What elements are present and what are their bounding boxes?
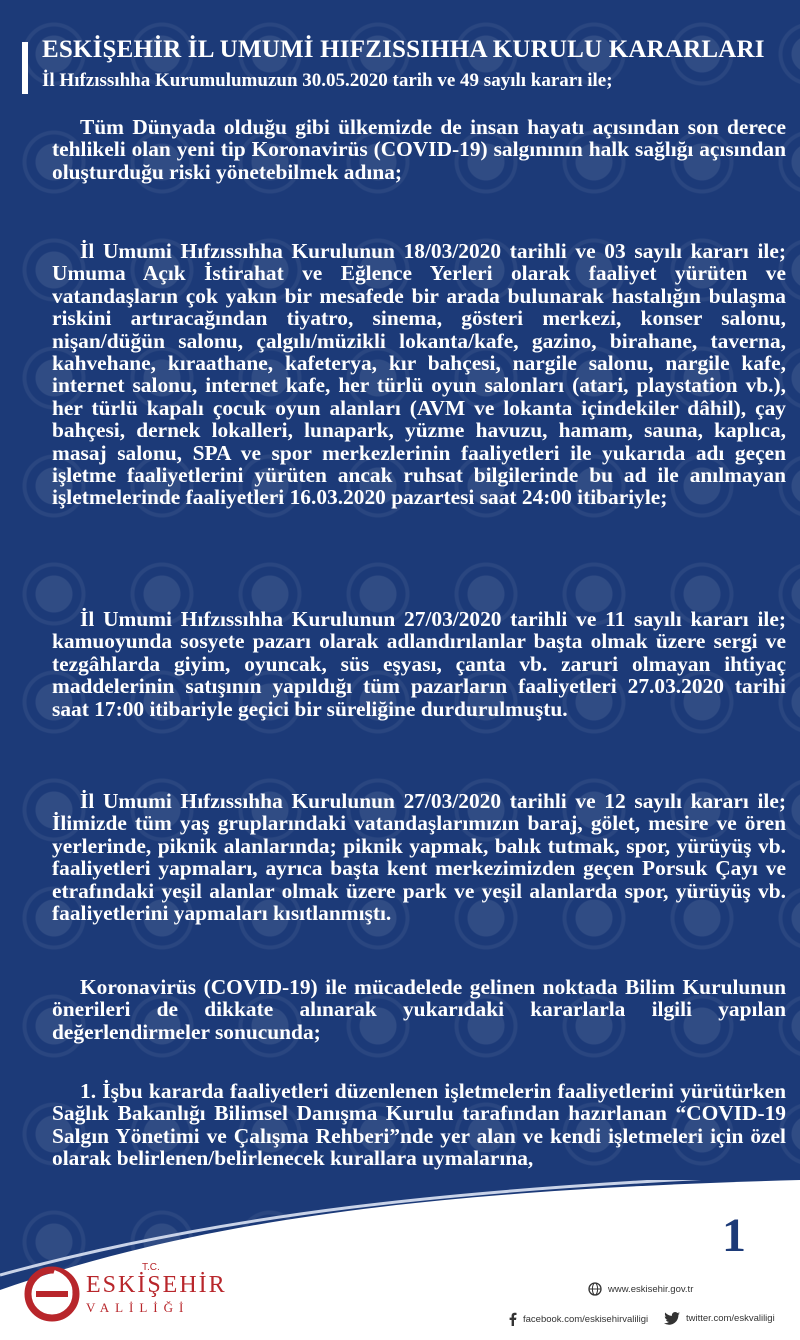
facebook-icon — [508, 1312, 517, 1326]
logo-office: VALİLİĞİ — [86, 1300, 190, 1315]
facebook-text: facebook.com/eskisehirvaliligi — [523, 1313, 649, 1325]
page-number: 1 — [722, 1209, 746, 1262]
twitter-link[interactable] — [664, 1312, 775, 1325]
twitter-icon — [664, 1312, 680, 1325]
page-subtitle: İl Hıfzıssıhha Kurumulumuzun 30.05.2020 tarih ve 49 sayılı kararı ile; — [42, 70, 613, 91]
paragraph-decision-03: İl Umumi Hıfzıssıhha Kurulunun 18/03/2020 tarihli ve 03 sayılı kararı ile; Umuma Açık İstirahat ve Eğlence Yerleri olarak faaliyet yürüten ve vatandaşların çok yakın bir mesafede bir arada bulunarak hastalığın bulaşma riskini artıracağından tiyatro, sinema, gösteri merkezi, konser salonu, nişan/düğün salonu, çalgılı/müzikli lokanta/kafe, gazino, birahane, taverna, kahvehane, kıraathane, kafeterya, kır bahçesi, nargile salonu, nargile kafe, internet salonu, internet kafe, her türlü oyun salonları (atari, playstation vb.), her türlü kapalı çocuk oyun alanları (AVM ve lokanta içindekiler dâhil), çay bahçesi, dernek lokalleri, lunapark, yüzme havuzu, hamam, sauna, kaplıca, masaj salonu, SPA ve spor merkezlerinin faaliyetleri ile yukarıda adı geçen işletme faaliyetlerini yürüten ancak ruhsat bilgilerinde bu ad ile anılmayan işletmelerinde faaliyetleri 16.03.2020 pazartesi saat 24:00 itibariyle; — [52, 239, 786, 510]
twitter-text: twitter.com/eskvaliligi — [686, 1313, 775, 1324]
globe-icon — [588, 1282, 602, 1296]
page-title: ESKİŞEHİR İL UMUMİ HIFZISSIHHA KURULU KARARLARI — [42, 36, 765, 63]
logo-city: ESKİŞEHİR — [86, 1272, 227, 1298]
paragraph-evaluation: Koronavirüs (COVID-19) ile mücadelede gelinen noktada Bilim Kurulunun önerileri de dikkate alınarak yukarıdaki kararlarla ilgili yapılan değerlendirmeler sonucunda; — [52, 975, 786, 1044]
paragraph-intro: Tüm Dünyada olduğu gibi ülkemizde de insan hayatı açısından son derece tehlikeli olan yeni tip Koronavirüs (COVID-19) salgınının halk sağlığı açısından oluşturduğu riski yönetebilmek adına; — [52, 115, 786, 184]
website-link[interactable] — [588, 1282, 693, 1296]
facebook-link[interactable] — [508, 1312, 648, 1326]
website-text: www.eskisehir.gov.tr — [608, 1283, 694, 1295]
governorship-logo — [24, 1262, 227, 1326]
paragraph-item-1: 1. İşbu kararda faaliyetleri düzenlenen işletmelerin faaliyetlerini yürütürken Sağlık Bakanlığı Bilimsel Danışma Kurulu tarafından hazırlanan “COVID-19 Salgın Yönetimi ve Çalışma Rehberi”nde yer alan ve kendi işletmeleri için özel olarak belirlenen/belirlenecek kurallara uymalarına, — [52, 1079, 786, 1171]
header-accent-bar — [22, 42, 28, 94]
paragraph-decision-12: İl Umumi Hıfzıssıhha Kurulunun 27/03/2020 tarihli ve 12 sayılı kararı ile; İlimizde tüm yaş gruplarındaki vatandaşlarımızın baraj, gölet, mesire ve ören yerlerinde, piknik alanlarında; piknik yapmak, balık tutmak, spor, yürüyüş vb. faaliyetleri yapmaları, ayrıca başta kent merkezimizden geçen Porsuk Çayı ve etrafındaki yeşil alanlar olmak üzere park ve yeşil alanlarda spor, yürüyüş vb. faaliyetlerini yapmaları kısıtlanmıştı. — [52, 789, 786, 926]
logo-tc: T.C. — [142, 1262, 160, 1273]
paragraph-decision-11: İl Umumi Hıfzıssıhha Kurulunun 27/03/2020 tarihli ve 11 sayılı kararı ile; kamuoyunda sosyete pazarı olarak adlandırılanlar başta olmak üzere sergi ve tezgâhlarda giyim, oyuncak, süs eşyası, çanta vb. zaruri olmayan ihtiyaç maddelerinin satışının yapıldığı tüm pazarların faaliyetleri 27.03.2020 tarihi saat 17:00 itibariyle geçici bir süreliğine durdurulmuştu. — [52, 607, 786, 721]
eskisehir-logo-icon — [24, 1262, 82, 1326]
